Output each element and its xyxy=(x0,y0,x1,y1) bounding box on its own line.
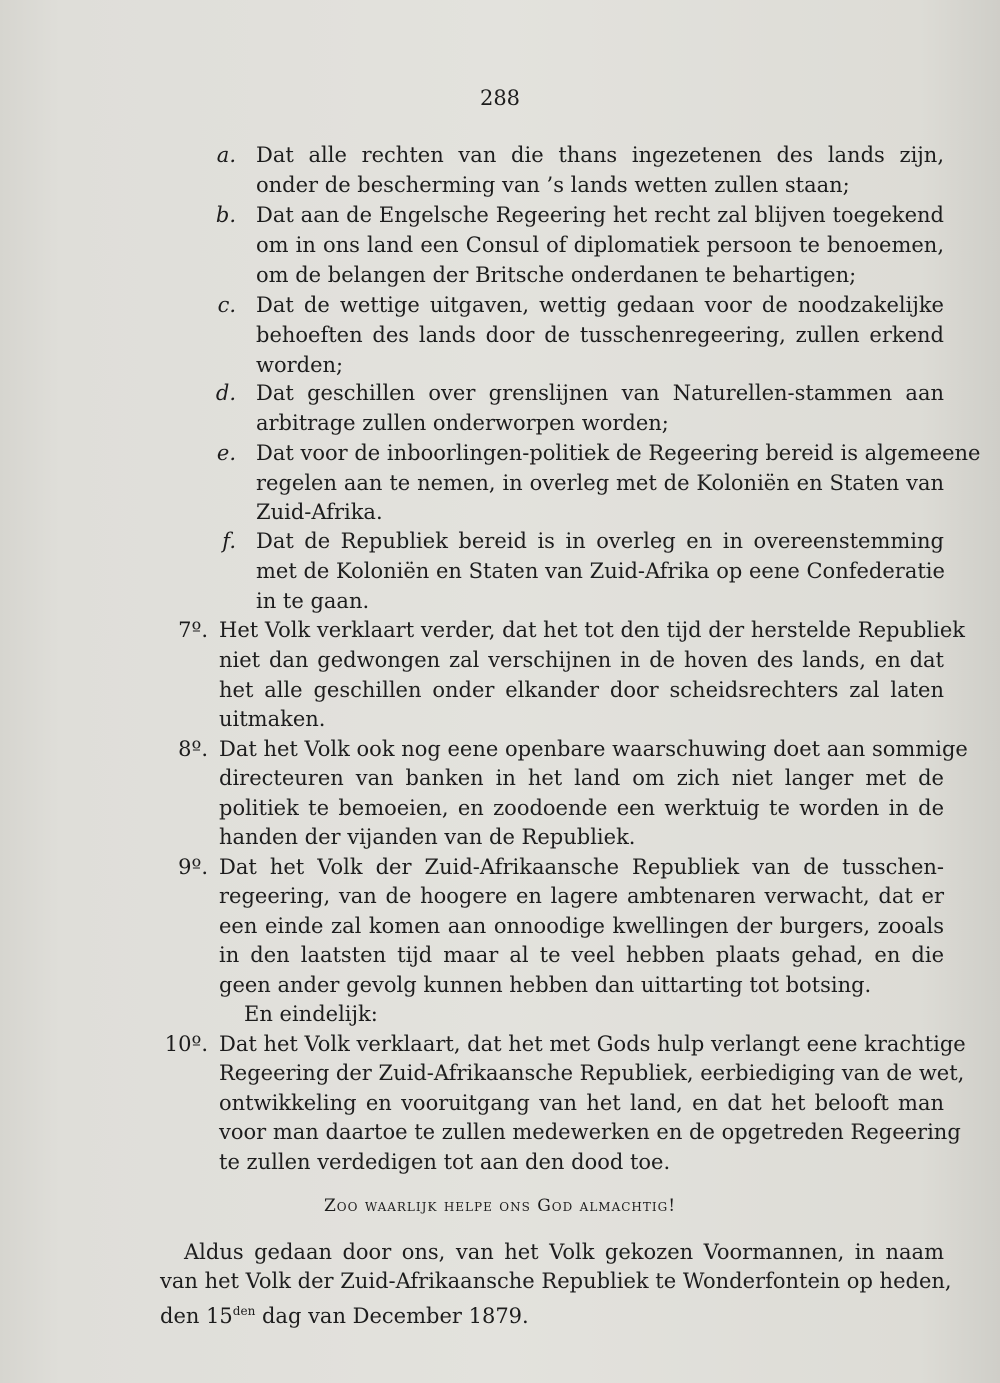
item-marker-7: 7º. xyxy=(178,618,208,642)
item-a-line-2: onder de bescherming van ’s lands wetten zullen staan; xyxy=(256,173,850,197)
closing-date-prefix: den 15 xyxy=(160,1304,233,1328)
item-marker-8: 8º. xyxy=(178,737,208,761)
item-10-line-2: Regeering der Zuid-Afrikaansche Republiek, eerbiediging van de wet, xyxy=(219,1061,965,1085)
item-c-line-1: Dat de wettige uitgaven, wettig gedaan voor de noodzakelijke xyxy=(256,293,944,317)
item-10-line-4: voor man daartoe te zullen medewerken en de opgetreden Regeering xyxy=(219,1120,961,1144)
item-10-line-3: ontwikkeling en vooruitgang van het land, en dat het belooft man xyxy=(219,1091,944,1115)
item-f-line-3: in te gaan. xyxy=(256,589,370,613)
item-marker-d: d. xyxy=(215,381,236,405)
item-9-line-5: geen ander gevolg kunnen hebben dan uittarting tot botsing. xyxy=(219,973,872,997)
item-9-line-1: Dat het Volk der Zuid-Afrikaansche Republiek van de tusschen- xyxy=(219,855,944,879)
item-c-line-3: worden; xyxy=(256,353,344,377)
item-10-line-5: te zullen verdedigen tot aan den dood toe. xyxy=(219,1150,671,1174)
item-marker-b: b. xyxy=(215,203,236,227)
item-d-line-1: Dat geschillen over grenslijnen van Naturellen-stammen aan xyxy=(256,381,944,405)
closing-line-1: Aldus gedaan door ons, van het Volk gekozen Voormannen, in naam xyxy=(184,1240,944,1264)
closing-line-3 xyxy=(160,1296,529,1326)
closing-date-superscript: den xyxy=(232,1304,256,1318)
item-marker-10: 10º. xyxy=(164,1032,208,1056)
item-8-line-2: directeuren van banken in het land om zich niet langer met de xyxy=(219,766,944,790)
item-7-line-3: het alle geschillen onder elkander door scheidsrechters zal laten xyxy=(219,678,944,702)
closing-date-suffix: dag van December 1879. xyxy=(255,1304,529,1328)
item-e-line-2: regelen aan te nemen, in overleg met de Koloniën en Staten van xyxy=(256,471,944,495)
item-7-line-4: uitmaken. xyxy=(219,707,326,731)
item-8-line-4: handen der vijanden van de Republiek. xyxy=(219,825,636,849)
item-marker-a: a. xyxy=(216,143,236,167)
item-b-line-2: om in ons land een Consul of diplomatiek persoon te benoemen, xyxy=(256,233,944,257)
page-number: 288 xyxy=(479,86,521,110)
item-9-line-3: een einde zal komen aan onnoodige kwellingen der burgers, zooals xyxy=(219,914,944,938)
item-marker-9: 9º. xyxy=(178,855,208,879)
item-marker-c: c. xyxy=(217,293,236,317)
item-f-line-2: met de Koloniën en Staten van Zuid-Afrika op eene Confederatie xyxy=(256,559,945,583)
item-b-line-1: Dat aan de Engelsche Regeering het recht zal blijven toegekend xyxy=(256,203,944,227)
item-marker-e: e. xyxy=(216,441,236,465)
item-9-line-2: regeering, van de hoogere en lagere ambtenaren verwacht, dat er xyxy=(219,884,944,908)
item-b-line-3: om de belangen der Britsche onderdanen te behartigen; xyxy=(256,263,857,287)
item-d-line-2: arbitrage zullen onderworpen worden; xyxy=(256,411,669,435)
item-f-line-1: Dat de Republiek bereid is in overleg en in overeenstemming xyxy=(256,529,944,553)
item-e-line-3: Zuid-Afrika. xyxy=(256,500,383,524)
item-9-line-4: in den laatsten tijd maar al te veel hebben plaats gehad, en die xyxy=(219,943,944,967)
item-7-line-1: Het Volk verklaart verder, dat het tot den tijd der herstelde Republiek xyxy=(219,618,966,642)
item-10-line-1: Dat het Volk verklaart, dat het met Gods hulp verlangt eene krachtige xyxy=(219,1032,966,1056)
closing-line-2: van het Volk der Zuid-Afrikaansche Republiek te Wonderfontein op heden, xyxy=(160,1269,952,1293)
oath-heading: Zoo waarlijk helpe ons God almachtig! xyxy=(323,1196,677,1216)
item-8-line-3: politiek te bemoeien, en zoodoende een werktuig te worden in de xyxy=(219,796,944,820)
finally-line: En eindelijk: xyxy=(244,1002,378,1026)
item-e-line-1: Dat voor de inboorlingen-politiek de Regeering bereid is algemeene xyxy=(256,441,981,465)
item-a-line-1: Dat alle rechten van die thans ingezetenen des lands zijn, xyxy=(256,143,944,167)
item-marker-f: f. xyxy=(222,529,236,553)
item-c-line-2: behoeften des lands door de tusschenregeering, zullen erkend xyxy=(256,323,944,347)
item-7-line-2: niet dan gedwongen zal verschijnen in de hoven des lands, en dat xyxy=(219,648,944,672)
item-8-line-1: Dat het Volk ook nog eene openbare waarschuwing doet aan sommige xyxy=(219,737,968,761)
